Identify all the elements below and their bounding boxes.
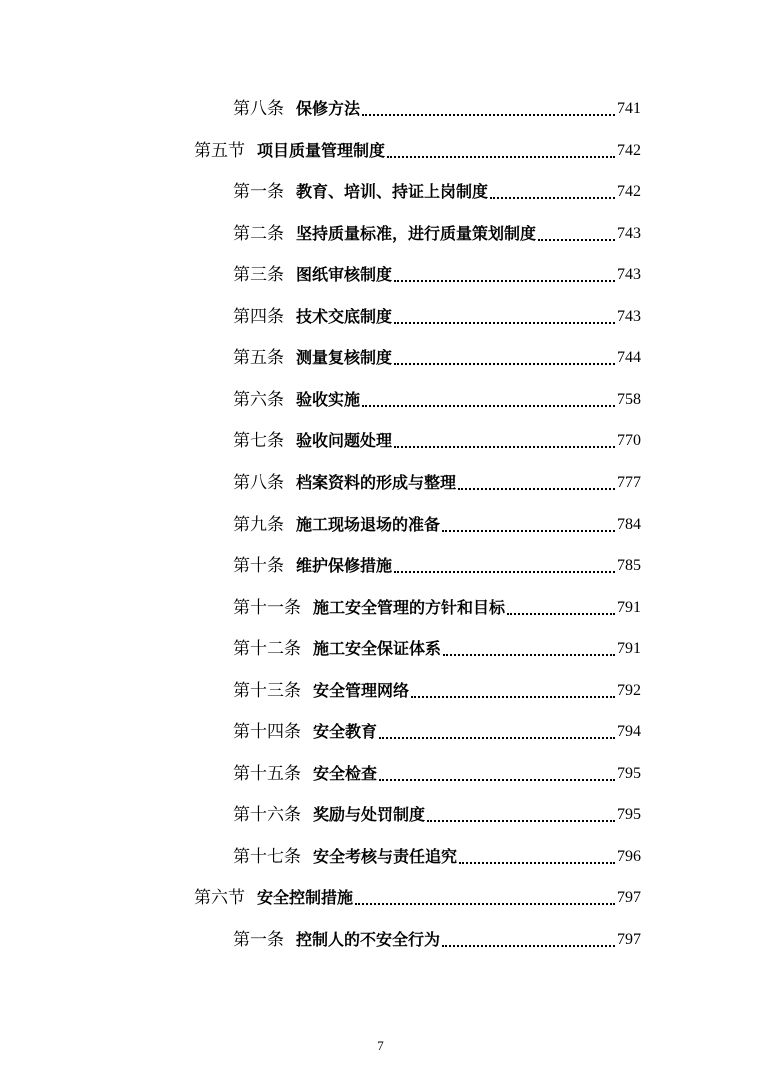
toc-entry-page: 742: [617, 142, 641, 159]
toc-entry-title: 坚持质量标准，进行质量策划制度: [296, 224, 537, 243]
toc-entry-page: 777: [617, 474, 641, 491]
page-number: 7: [377, 1038, 384, 1053]
toc-entry-page: 758: [617, 391, 641, 408]
toc-leader-dots: [379, 778, 615, 781]
toc-entry[interactable]: [233, 717, 641, 747]
toc-entry-page: 743: [617, 308, 641, 325]
toc-entry-title: 图纸审核制度: [296, 265, 393, 284]
toc-entry[interactable]: [233, 759, 641, 789]
toc-entry[interactable]: [233, 468, 641, 498]
toc-entry-label: 第四条: [233, 307, 284, 327]
toc-entry-title: 技术交底制度: [296, 307, 393, 326]
toc-entry[interactable]: [233, 925, 641, 955]
toc-entry-page: 785: [617, 557, 641, 574]
toc-entry-title: 教育、培训、持证上岗制度: [296, 182, 489, 201]
toc-leader-dots: [507, 612, 615, 615]
toc-leader-dots: [442, 944, 615, 947]
toc-entry-page: 743: [617, 266, 641, 283]
toc-entry-label: 第七条: [233, 431, 284, 451]
toc-entry-title: 安全教育: [313, 722, 378, 741]
toc-leader-dots: [538, 238, 615, 241]
toc-entry-page: 795: [617, 765, 641, 782]
toc-entry-title: 项目质量管理制度: [257, 141, 386, 160]
toc-entry-page: 791: [617, 599, 641, 616]
toc-entry-label: 第十三条: [233, 681, 301, 701]
toc-entry[interactable]: [233, 94, 641, 124]
toc-leader-dots: [411, 695, 615, 698]
toc-entry-title: 维护保修措施: [296, 556, 393, 575]
toc-entry-title: 施工现场退场的准备: [296, 515, 441, 534]
toc-entry[interactable]: [233, 842, 641, 872]
toc-entry-page: 784: [617, 516, 641, 533]
toc-leader-dots: [394, 321, 615, 324]
toc-entry-label: 第一条: [233, 182, 284, 202]
toc-entry-page: 741: [617, 100, 641, 117]
toc-entry-label: 第六条: [233, 390, 284, 410]
toc-leader-dots: [427, 819, 615, 822]
toc-entry-title: 档案资料的形成与整理: [296, 473, 457, 492]
toc-leader-dots: [394, 570, 615, 573]
toc-entry-title: 验收问题处理: [296, 431, 393, 450]
toc-entry-title: 奖励与处罚制度: [313, 805, 426, 824]
toc-entry[interactable]: [233, 510, 641, 540]
toc-entry-label: 第五节: [194, 141, 245, 161]
toc-entry-label: 第十二条: [233, 639, 301, 659]
toc-entry-label: 第五条: [233, 348, 284, 368]
toc-entry-title: 安全考核与责任追究: [313, 847, 458, 866]
toc-leader-dots: [362, 113, 615, 116]
toc-leader-dots: [394, 362, 615, 365]
toc-entry-page: 770: [617, 432, 641, 449]
toc-entry-label: 第一条: [233, 930, 284, 950]
toc-entry-page: 797: [617, 931, 641, 948]
toc-leader-dots: [442, 529, 615, 532]
toc-entry[interactable]: [194, 883, 641, 913]
toc-entry-label: 第八条: [233, 99, 284, 119]
toc-entry-label: 第十七条: [233, 847, 301, 867]
toc-entry[interactable]: [233, 634, 641, 664]
toc-leader-dots: [394, 445, 615, 448]
toc-entry-page: 796: [617, 848, 641, 865]
toc-entry-label: 第二条: [233, 224, 284, 244]
toc-leader-dots: [458, 487, 615, 490]
toc-entry[interactable]: [233, 385, 641, 415]
toc-leader-dots: [394, 279, 615, 282]
toc-leader-dots: [459, 861, 615, 864]
toc-entry-title: 验收实施: [296, 390, 361, 409]
toc-entry-page: 742: [617, 183, 641, 200]
toc-leader-dots: [355, 902, 615, 905]
toc-entry-page: 743: [617, 225, 641, 242]
toc-entry-label: 第十条: [233, 556, 284, 576]
toc-entry-label: 第三条: [233, 265, 284, 285]
toc-entry-title: 安全管理网络: [313, 681, 410, 700]
toc-entry-title: 控制人的不安全行为: [296, 930, 441, 949]
toc-entry[interactable]: [233, 177, 641, 207]
toc-entry-label: 第八条: [233, 473, 284, 493]
toc-entry[interactable]: [233, 593, 641, 623]
toc-entry-label: 第十四条: [233, 722, 301, 742]
toc-leader-dots: [443, 653, 615, 656]
toc-entry-title: 施工安全保证体系: [313, 639, 442, 658]
toc-entry[interactable]: [233, 551, 641, 581]
toc-leader-dots: [362, 404, 615, 407]
toc-entry-title: 安全控制措施: [257, 888, 354, 907]
toc-entry-page: 795: [617, 806, 641, 823]
toc-entry-label: 第十六条: [233, 805, 301, 825]
toc-entry[interactable]: [233, 219, 641, 249]
toc-leader-dots: [387, 155, 615, 158]
toc-entry[interactable]: [233, 302, 641, 332]
toc-entry-title: 安全检查: [313, 764, 378, 783]
toc-entry-title: 施工安全管理的方针和目标: [313, 598, 506, 617]
toc-entry[interactable]: [233, 426, 641, 456]
toc-entry-page: 744: [617, 349, 641, 366]
toc-entry-page: 791: [617, 640, 641, 657]
toc-leader-dots: [379, 736, 615, 739]
toc-entry-label: 第十一条: [233, 598, 301, 618]
toc-entry-label: 第九条: [233, 515, 284, 535]
toc-entry[interactable]: [194, 136, 641, 166]
toc-entry[interactable]: [233, 343, 641, 373]
toc-entry-title: 保修方法: [296, 99, 361, 118]
toc-entry-title: 测量复核制度: [296, 348, 393, 367]
toc-entry[interactable]: [233, 676, 641, 706]
toc-entry-label: 第六节: [194, 888, 245, 908]
toc-entry[interactable]: [233, 260, 641, 290]
toc-entry-page: 792: [617, 682, 641, 699]
toc-entry-label: 第十五条: [233, 764, 301, 784]
toc-entry[interactable]: [233, 800, 641, 830]
toc-leader-dots: [490, 196, 615, 199]
toc-entry-page: 794: [617, 723, 641, 740]
toc-entry-page: 797: [617, 889, 641, 906]
